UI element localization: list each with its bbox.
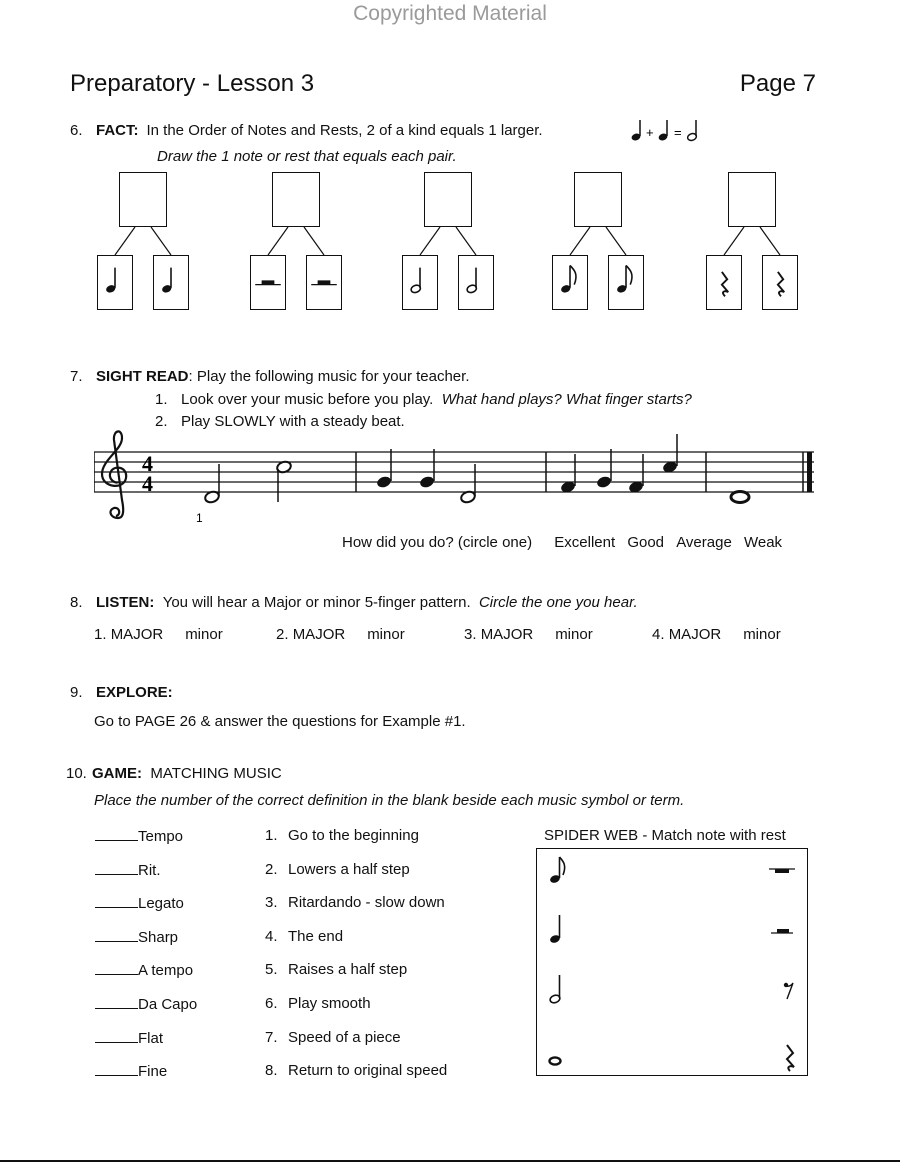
quarter-rest-icon <box>707 256 741 309</box>
eighth-note-icon <box>609 256 643 309</box>
term-row <box>95 1029 163 1047</box>
definition-row: 2. Lowers a half step <box>265 860 410 878</box>
answer-blank[interactable] <box>95 1029 138 1043</box>
q6-instruction: Draw the 1 note or rest that equals each pair. <box>157 148 457 165</box>
q7-step-1: 1. Look over your music before you play. What hand plays? What finger starts? <box>155 391 692 408</box>
pair-box-half-note <box>402 255 438 310</box>
eighth-note-icon <box>549 857 565 884</box>
rating-good[interactable]: Good <box>627 534 665 551</box>
rating-prompt: How did you do? (circle one) <box>342 534 533 551</box>
rating-excellent[interactable]: Excellent <box>554 534 616 551</box>
quarter-rest-icon <box>787 1045 794 1071</box>
q10-instruction: Place the number of the correct definition in the blank beside each music symbol or term. <box>94 792 685 809</box>
q8-heading: 8. LISTEN: You will hear a Major or minor 5-finger pattern. Circle the one you hear. <box>70 594 638 611</box>
quarter-note-a <box>596 475 613 489</box>
quarter-note-icon <box>98 256 132 309</box>
final-barline-thick <box>807 452 812 492</box>
whole-note-f <box>731 492 749 503</box>
term-row <box>95 961 193 979</box>
term-label: Tempo <box>138 828 184 845</box>
pair-box-quarter-rest <box>762 255 798 310</box>
q10-heading: 10. GAME: MATCHING MUSIC <box>66 765 282 782</box>
answer-blank[interactable] <box>95 928 138 942</box>
answer-blank[interactable] <box>95 961 138 975</box>
svg-text:+: + <box>646 125 654 140</box>
spider-web-box <box>536 848 808 1076</box>
eighth-rest-icon <box>784 983 793 999</box>
term-label: Rit. <box>138 861 161 879</box>
definition-row: 8. Return to original speed <box>265 1062 448 1080</box>
rating-weak[interactable]: Weak <box>743 534 783 551</box>
major-choice[interactable]: MAJOR <box>668 626 722 643</box>
answer-box[interactable] <box>119 172 167 227</box>
quarter-rest-icon <box>763 256 797 309</box>
time-signature-bottom: 4 <box>142 471 153 496</box>
pair-box-quarter-rest <box>706 255 742 310</box>
minor-choice[interactable]: minor <box>555 626 593 643</box>
term-row <box>95 1062 167 1080</box>
q7-step-2: 2. Play SLOWLY with a steady beat. <box>155 413 405 430</box>
q8-option-2: 2. MAJOR minor <box>276 626 405 643</box>
pair-box-eighth-note <box>608 255 644 310</box>
music-staff <box>94 430 818 530</box>
measure-2 <box>376 449 477 504</box>
time-signature-top: 4 <box>142 451 153 476</box>
q8-option-3: 3. MAJOR minor <box>464 626 593 643</box>
half-rest-icon <box>771 929 793 933</box>
term-row <box>95 861 161 879</box>
whole-rest-icon <box>769 869 795 873</box>
q6-heading: 6. FACT: In the Order of Notes and Rests, 2 of a kind equals 1 larger. <box>70 122 543 139</box>
quarter-note-icon <box>154 256 188 309</box>
definition-row: 7. Speed of a piece <box>265 1028 401 1046</box>
term-label: Sharp <box>138 928 179 946</box>
answer-box[interactable] <box>272 172 320 227</box>
treble-clef-icon <box>102 431 126 518</box>
page-bottom-border <box>0 1160 900 1162</box>
definition-row: 1. Go to the beginning <box>265 827 419 844</box>
pair-box-half-note <box>458 255 494 310</box>
q8-option-4: 4. MAJOR minor <box>652 626 781 643</box>
pair-box-half-rest <box>250 255 286 310</box>
lesson-title: Preparatory - Lesson 3 <box>70 70 315 97</box>
measure-3 <box>560 434 679 494</box>
minor-choice[interactable]: minor <box>367 626 405 643</box>
answer-box[interactable] <box>574 172 622 227</box>
definition-row: 4. The end <box>265 927 344 945</box>
q7-heading: 7. SIGHT READ: Play the following music for your teacher. <box>70 368 470 385</box>
answer-blank[interactable] <box>95 995 138 1009</box>
term-label: A tempo <box>138 962 194 980</box>
quarter-note-a <box>376 475 393 489</box>
pair-box-eighth-note <box>552 255 588 310</box>
spider-web-symbols <box>537 849 807 1075</box>
page-number: Page 7 <box>739 70 816 97</box>
definition-row: 6. Play smooth <box>265 995 371 1012</box>
half-rest-icon <box>307 256 341 309</box>
term-label: Legato <box>138 895 184 913</box>
whole-note-icon <box>550 1057 561 1064</box>
answer-blank[interactable] <box>95 1062 138 1076</box>
term-label: Flat <box>138 1029 164 1047</box>
half-note-icon <box>549 975 561 1004</box>
measure-4 <box>731 492 749 503</box>
quarter-note-a <box>419 475 436 489</box>
eighth-note-icon <box>553 256 587 309</box>
definition-row: 3. Ritardando - slow down <box>265 894 445 912</box>
term-row <box>95 894 184 912</box>
half-note-icon <box>403 256 437 309</box>
svg-text:=: = <box>674 125 682 140</box>
fingering-number: 1 <box>196 511 203 525</box>
answer-blank[interactable] <box>95 894 138 908</box>
minor-choice[interactable]: minor <box>185 626 223 643</box>
rating-average[interactable]: Average <box>676 534 732 551</box>
term-row <box>95 827 183 845</box>
term-row <box>95 928 178 946</box>
pair-box-quarter-note <box>153 255 189 310</box>
term-label: Fine <box>138 1063 168 1081</box>
definition-row: 5. Raises a half step <box>265 961 408 979</box>
term-label: Da Capo <box>138 996 198 1013</box>
note-equation <box>630 118 726 144</box>
half-rest-icon <box>251 256 285 309</box>
copyright-watermark: Copyrighted Material <box>353 2 547 25</box>
q9-heading: 9. EXPLORE: <box>70 684 173 701</box>
pair-box-quarter-note <box>97 255 133 310</box>
answer-box[interactable] <box>424 172 472 227</box>
q8-option-1: 1. MAJOR minor <box>94 626 223 643</box>
pair-box-half-rest <box>306 255 342 310</box>
quarter-note-icon <box>549 915 561 944</box>
minor-choice[interactable]: minor <box>743 626 781 643</box>
answer-blank[interactable] <box>95 827 138 841</box>
major-choice[interactable]: MAJOR <box>110 626 164 643</box>
q9-text: Go to PAGE 26 & answer the questions for Example #1. <box>94 713 466 730</box>
rating-row <box>342 534 782 551</box>
answer-blank[interactable] <box>95 861 138 875</box>
answer-box[interactable] <box>728 172 776 227</box>
spider-web-title: SPIDER WEB - Match note with rest <box>544 827 786 844</box>
major-choice[interactable]: MAJOR <box>292 626 346 643</box>
quarter-plus-quarter-equals-half-icon <box>630 118 726 144</box>
major-choice[interactable]: MAJOR <box>480 626 534 643</box>
term-row <box>95 995 197 1013</box>
half-note-icon <box>459 256 493 309</box>
